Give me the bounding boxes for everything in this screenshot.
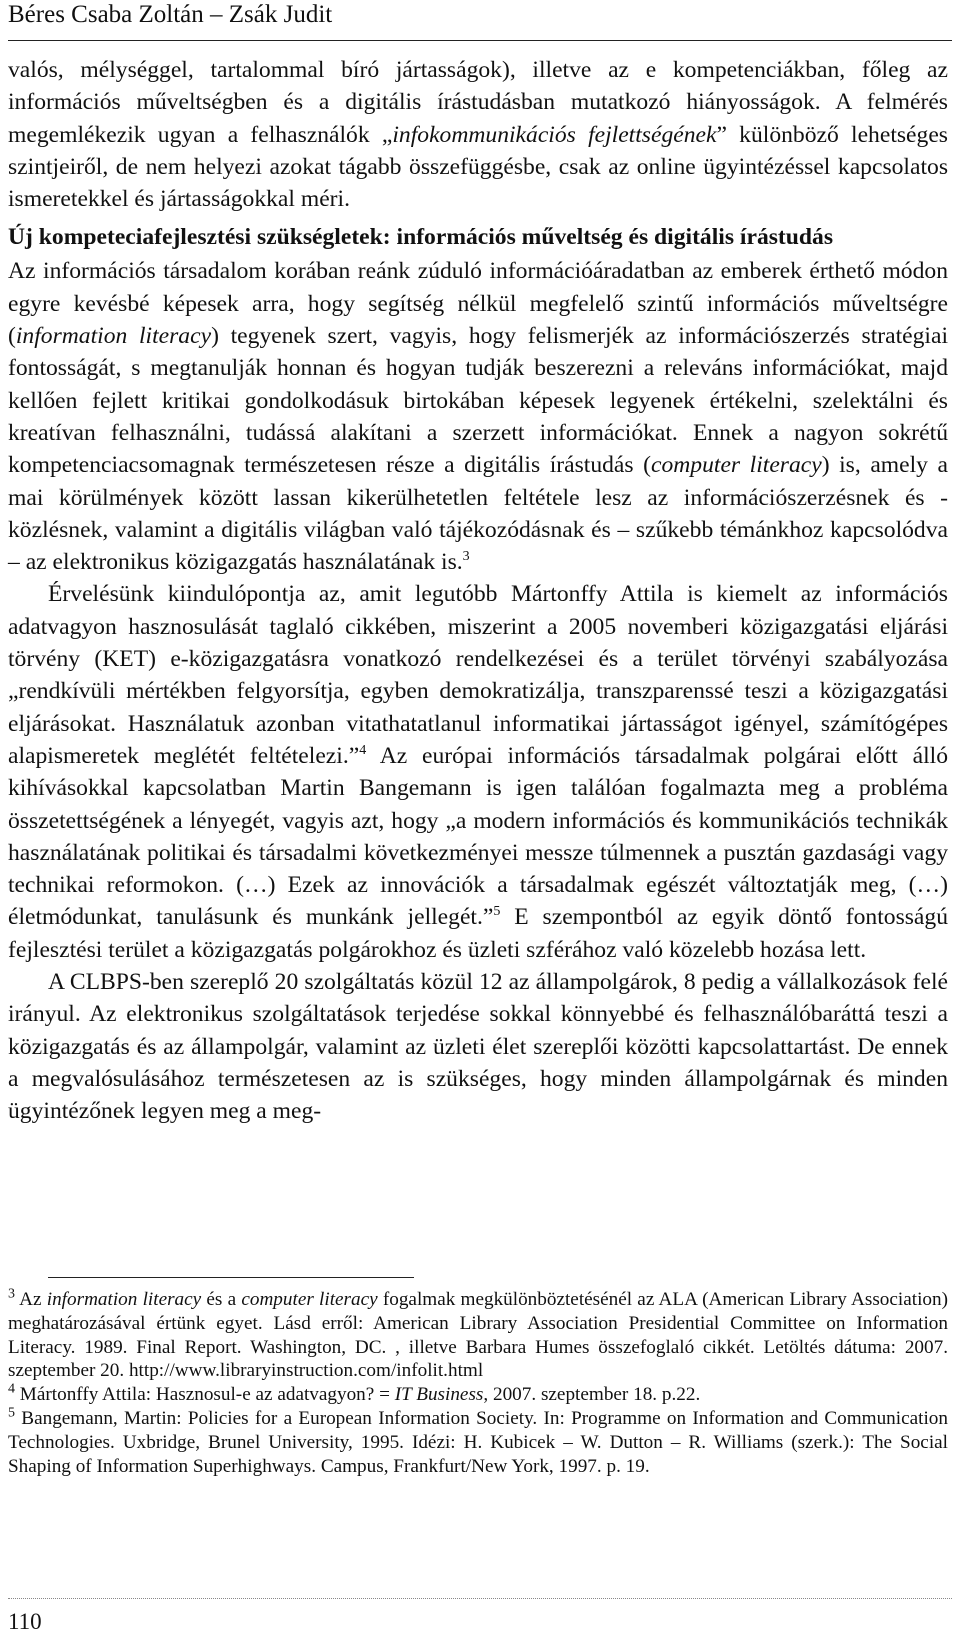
page-number: 110	[8, 1609, 42, 1634]
header-authors: Béres Csaba Zoltán – Zsák Judit	[8, 1, 333, 28]
running-header	[8, 0, 952, 41]
footnote-4: $^4$ Mártonffy Attila: Hasznosul-e az adatvagyon? = IT Business, 2007. szeptember 18. p.22.	[8, 1381, 701, 1406]
paragraph-4: A CLBPS-ben szereplő 20 szolgáltatás közül 12 az állampolgárok, 8 pedig a vállalkozások felé irányul. Az elektronikus szolgáltatások terjedése sokkal könnyebbé és felhasználóbaráttá teszi a közigazgatás és az állampolgár, valamint az üzleti élet szereplői közötti kapcsolattartást. De ennek a megvalósulásához természetesen az is szükséges, hogy minden állampolgárnak és minden ügyintézőnek legyen meg a meg-	[8, 969, 949, 1125]
footnote-ref-3[interactable]: 3	[462, 549, 470, 565]
footnote-3: $^3$ Az information literacy és a computer literacy fogalmak megkülönböztetésénél az ALA (American Library Association) meghatározásával értünk egyet. Lásd erről: American Library Association Presidential Committee on Information Literacy. 1989. Final Report. Washington, DC. , illetve Barbara Humes összefoglaló cikkét. Letöltés dátuma: 2007. szeptember 20. http://www.libraryinstruction.com/infolit.html	[8, 1286, 949, 1382]
page-footer-rule	[8, 1598, 952, 1599]
footnote-5: $^5$ Bangemann, Martin: Policies for a European Information Society. In: Programme on Information and Communication Technologies. Uxbridge, Brunel University, 1995. Idézi: H. Kubicek – W. Dutton – R. Williams (szerk.): The Social Shaping of Information Superhighways. Campus, Frankfurt/New York, 1997. p. 19.	[8, 1405, 948, 1477]
footnote-ref-5[interactable]: 5	[493, 904, 501, 920]
footnote-separator	[48, 1277, 414, 1278]
page-body	[8, 54, 948, 1128]
paragraph-1: valós, mélységgel, tartalommal bíró jártasságok), illetve az e kompetenciákban, főleg az információs műveltségben és a digitális írástudásban mutatkozó hiányosságok. A felmérés megemlékezik ugyan a felhasználók „infokommunikációs fejlettségének” különböző lehetséges szintjeiről, de nem helyezi azokat tágabb összefüggésbe, csak az online ügyintézéssel kapcsolatos ismeretekkel és jártasságokkal méri.	[8, 57, 948, 213]
paragraph-2: Az információs társadalom korában reánk zúduló információáradatban az emberek érthető módon egyre kevésbé képesek arra, hogy segítség nélkül megfelelő szintű információs műveltségre (information literacy) tegyenek szert, vagyis, hogy felismerjék az információszerzés stratégiai fontosságát, s megtanulják honnan és hogyan tudják beszerezni a releváns információkat, majd kellően fejlett kritikai gondolkodásuk birtokában képesek legyenek értékelni, szelektálni és kreatívan felhasználni, tudássá alakítani a szerzett információkat. Ennek a nagyon sokrétű kompetenciacsomagnak természetesen része a digitális írástudás (computer literacy) is, amely a mai körülmények között lassan kikerülhetetlen feltétele lesz az információszerzésnek és -közlésnek, valamint a digitális világban való tájékozódásnak és – szűkebb témánkhoz kapcsolódva – az elektronikus közigazgatás használatának is.$^3$	[8, 258, 948, 576]
section-heading: Új kompeteciafejlesztési szükségletek: információs műveltség és digitális írástudás	[8, 224, 833, 251]
footnote-ref-4[interactable]: 4	[359, 743, 367, 759]
paragraph-3: Érvelésünk kiindulópontja az, amit legutóbb Mártonffy Attila is kiemelt az információs adatvagyon hasznosulását taglaló cikkében, miszerint a 2005 novemberi közigazgatási eljárási törvény (KET) e-közigazgatásra vonatkozó rendelkezései és a terület törvényi szabályozása „rendkívüli mértékben felgyorsítja, egyben demokratizálja, transzparenssé teszi a közigazgatási eljárásokat. Használatuk azonban vitathatatlanul informatikai jártasságot igényel, számítógépes alapismeretek meglétét feltételezi.”$^4$ Az európai információs társadalmak polgárai előtt álló kihívásokkal kapcsolatban Martin Bangemann is igen találóan fogalmazta meg a probléma összetettségének a lényegét, vagyis azt, hogy „a modern információs és kommunikációs technikák használatának politikai és társadalmi következményei messze túlmennek a pusztán gazdasági vagy technikai reformokon. (…) Ezek az innovációk a társadalmak egészét változtatják meg, (…) életmódunkat, tanulásunk és munkánk jellegét.”$^5$ E szempontból az egyik döntő fontosságú fejlesztési terület a közigazgatás polgárokhoz és üzleti szférához való közelebb hozása lett.	[8, 581, 948, 963]
footnotes	[8, 1288, 948, 1478]
